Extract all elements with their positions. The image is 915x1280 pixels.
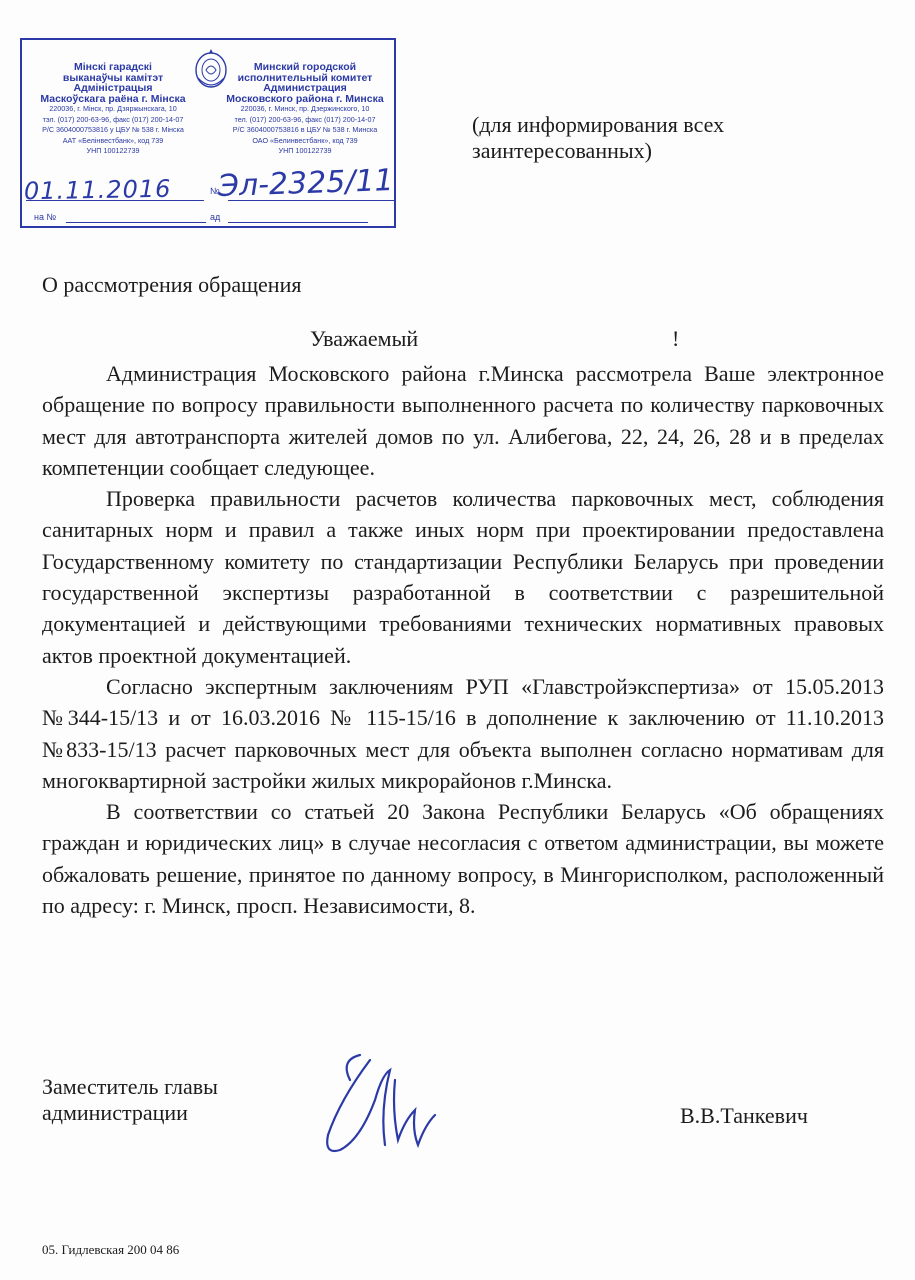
signatory-title (42, 1074, 282, 1126)
stamp-org-line: Адміністрацыя (73, 82, 153, 94)
stamp-left-column (28, 62, 198, 157)
signatory-title-line: администрации (42, 1100, 188, 1125)
stamp-org-line: Минский городской (253, 61, 357, 73)
ref-from: ад (210, 212, 221, 222)
stamp-org-line: исполнительный комитет (237, 71, 373, 84)
stamp-addr-line: ААТ «Белінвестбанк», код 739 (62, 135, 164, 145)
handwritten-signature (300, 1040, 470, 1180)
stamp-addr-line: 220036, г. Минск, пр. Дзержинского, 10 (240, 104, 370, 113)
stamp-addr-line: Р/С 3604000753816 у ЦБУ № 538 г. Мінска (42, 125, 184, 134)
stamp-org-line: Маскоўскага раёна г. Мінска (40, 92, 186, 105)
paragraph: Согласно экспертным заключениям РУП «Главстройэкспертиза» от 15.05.2013 №344-15/13 и от 16.03.2016 № 115-15/16 в дополнение к заключению от 11.10.2013 №833-15/13 расчет парковочных мест для объекта выполнен согласно нормативам для многоквартирной застройки жилых микрорайонов г.Минска. (42, 673, 884, 793)
ref-label: на № (34, 212, 57, 222)
letter-subject: О рассмотрения обращения (42, 272, 302, 297)
recipient-line: (для информирования всех (472, 112, 725, 137)
paragraph: В соответствии со статьей 20 Закона Республики Беларусь «Об обращениях граждан и юридических лиц» в случае несогласия с ответом администрации, вы можете обжаловать решение, принятое по данному вопросу, в Мингорисполком, расположенный по адресу: г. Минск, просп. Независимости, 8. (42, 799, 884, 919)
stamp-unp: УНП 100122739 (86, 146, 140, 155)
stamp-org-line: Московского района г. Минска (226, 92, 384, 105)
paragraph: Администрация Московского района г.Минска рассмотрела Ваше электронное обращение по вопросу правильности выполненного расчета по количеству парковочных мест для автотранспорта жителей домов по ул. Алибегова, 22, 24, 26, 28 и в пределах компетенции сообщает следующее. (42, 361, 884, 480)
number-sign: № (210, 186, 220, 196)
signatory-title-line: Заместитель главы (42, 1074, 218, 1099)
greeting-end: ! (672, 326, 680, 351)
stamp-org-line: Администрация (263, 82, 347, 94)
stamp-org-line: Мінскі гарадскі (74, 61, 152, 73)
registration-number: Эл-2325/11 (217, 162, 395, 205)
stamp-addr-line: 220036, г. Мінск, пр. Дзяржынскага, 10 (49, 104, 177, 113)
registration-date: 01.11.2016 (23, 174, 172, 206)
paragraph: Проверка правильности расчетов количества парковочных мест, соблюдения санитарных норм и правил а также иных норм при проектировании предоставлена Государственному комитету по стандартизации Республики Беларусь при проведении государственной экспертизы разработанной в соответствии с разрешительной документацией и действующими требованиями технических нормативных правовых актов проектной документацией. (42, 486, 884, 668)
letter-body (42, 358, 884, 921)
stamp-unp: УНП 100122739 (278, 146, 332, 155)
stamp-addr-line: тел. (017) 200-63-96, факс (017) 200-14-07 (234, 114, 376, 124)
signatory-name: В.В.Танкевич (680, 1103, 808, 1128)
greeting: Уважаемый (310, 326, 419, 351)
recipient-line: заинтересованных) (472, 138, 652, 163)
stamp-org-line: выканаўчы камітэт (62, 71, 164, 84)
registration-stamp (20, 38, 396, 228)
stamp-addr-line: тэл. (017) 200-63-96, факс (017) 200-14-07 (42, 114, 184, 124)
recipient-note (472, 112, 812, 164)
stamp-right-column (220, 62, 390, 157)
stamp-addr-line: Р/С 3604000753816 в ЦБУ № 538 г. Минска (232, 125, 378, 134)
stamp-addr-line: ОАО «Белинвестбанк», код 739 (252, 135, 358, 145)
footer-executor: 05. Гидлевская 200 04 86 (42, 1242, 180, 1257)
